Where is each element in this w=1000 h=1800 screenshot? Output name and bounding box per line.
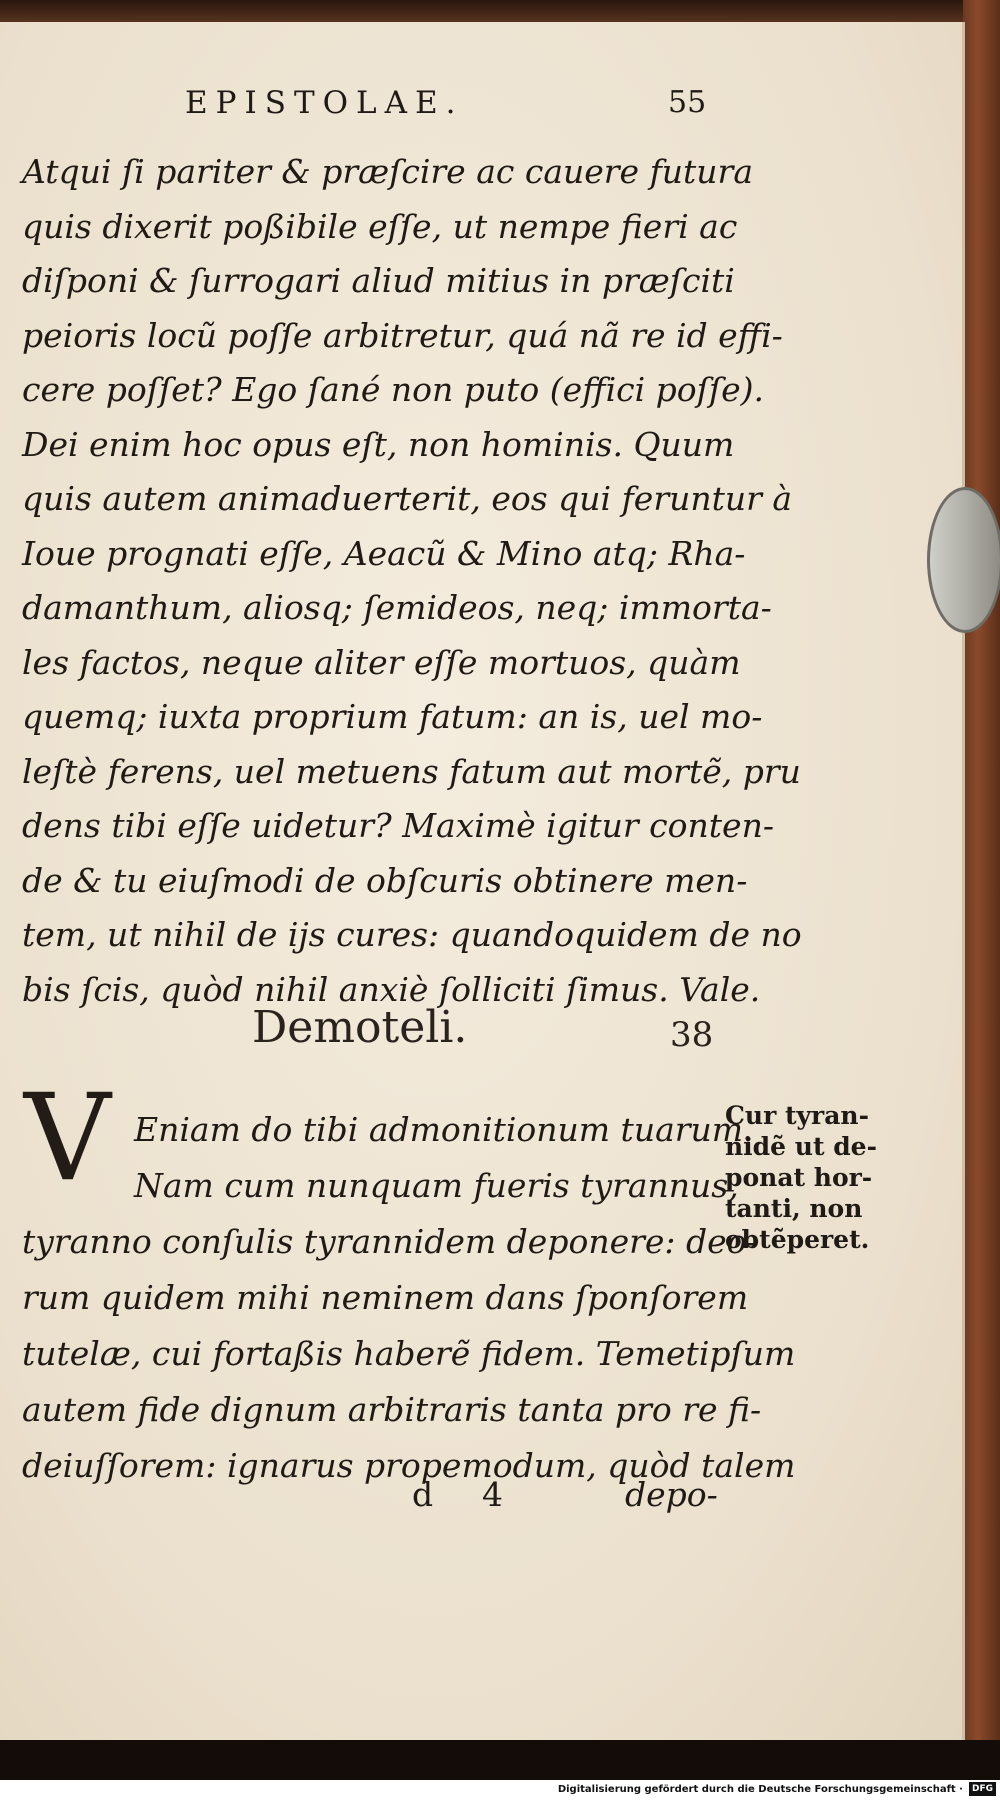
book-page xyxy=(0,22,965,1742)
catchword: depo- xyxy=(625,1475,718,1514)
text-line: peioris locũ poſſe arbitretur, quá nã re id effi- xyxy=(22,315,783,355)
text-line: Ioue prognati eſſe, Aeacũ & Mino atq; Rha- xyxy=(22,533,746,573)
text-line: quis dixerit poßibile eſſe, ut nempe fieri ac xyxy=(22,206,738,246)
drop-cap: V xyxy=(24,1069,111,1208)
signature-mark-number: 4 xyxy=(482,1475,503,1514)
text-line: tutelæ, cui fortaßis haberẽ fidem. Temetipſum xyxy=(22,1334,796,1373)
margin-note-line: tanti, non xyxy=(725,1194,863,1223)
book-cover-edge xyxy=(963,0,1000,1760)
dfg-logo: DFG xyxy=(969,1782,996,1796)
text-line: cere poſſet? Ego ſané non puto (effici poſſe). xyxy=(22,370,764,409)
running-head: EPISTOLAE. xyxy=(185,85,464,121)
text-line: les factos, neque aliter eſſe mortuos, quàm xyxy=(22,642,741,682)
letter-37-closing-text xyxy=(22,145,802,1017)
book-bottom-edge xyxy=(0,1740,1000,1780)
signature-mark-letter: d xyxy=(412,1475,434,1514)
text-line: deiuſſorem: ignarus propemodum, quòd talem xyxy=(22,1446,796,1485)
section-heading: Demoteli. xyxy=(252,1002,468,1053)
text-line: de & tu eiuſmodi de obſcuris obtinere men- xyxy=(22,860,748,900)
margin-note-line: Cur tyran- xyxy=(725,1101,869,1130)
text-line: rum quidem mihi neminem dans ſponſorem xyxy=(22,1278,749,1317)
text-line: Dei enim hoc opus eſt, non hominis. Quum xyxy=(22,424,735,464)
section-number: 38 xyxy=(670,1015,714,1055)
footer-credit: Digitalisierung gefördert durch die Deutsche Forschungsgemeinschaft · xyxy=(557,1784,963,1795)
text-line: quis autem animaduerterit, eos qui feruntur à xyxy=(22,479,793,518)
text-line: Eniam do tibi admonitionum tuarum. xyxy=(134,1110,754,1149)
text-line: tem, ut nihil de ijs cures: quandoquidem de no xyxy=(22,915,802,954)
text-line: autem fide dignum arbitraris tanta pro re fi- xyxy=(22,1390,762,1429)
text-line: damanthum, aliosq; ſemideos, neq; immorta- xyxy=(22,588,772,627)
text-line: leſtè ferens, uel metuens fatum aut mortẽ, pru xyxy=(22,751,801,791)
text-line: bis ſcis, quòd nihil anxiè ſolliciti ſimus. Vale. xyxy=(22,969,761,1009)
page-number: 55 xyxy=(668,85,707,120)
digitization-footer xyxy=(0,1780,1000,1800)
book-clasp xyxy=(927,487,1000,633)
margin-note-line: nidẽ ut de- xyxy=(725,1132,877,1161)
text-line: dens tibi eſſe uidetur? Maximè igitur conten- xyxy=(22,806,774,845)
margin-note-line: ponat hor- xyxy=(725,1163,873,1192)
marginal-note xyxy=(725,1100,915,1255)
book-top-edge xyxy=(0,0,1000,24)
text-line: quemq; iuxta proprium fatum: an is, uel mo- xyxy=(22,697,763,736)
margin-note-line: obtẽperet. xyxy=(725,1225,870,1254)
text-line: Atqui ſi pariter & præſcire ac cauere futura xyxy=(22,152,754,191)
text-line: tyranno conſulis tyrannidem deponere: deo- xyxy=(22,1222,758,1261)
text-line: Nam cum nunquam fueris tyrannus, xyxy=(134,1166,739,1205)
text-line: diſponi & ſurrogari aliud mitius in præſciti xyxy=(22,261,735,300)
